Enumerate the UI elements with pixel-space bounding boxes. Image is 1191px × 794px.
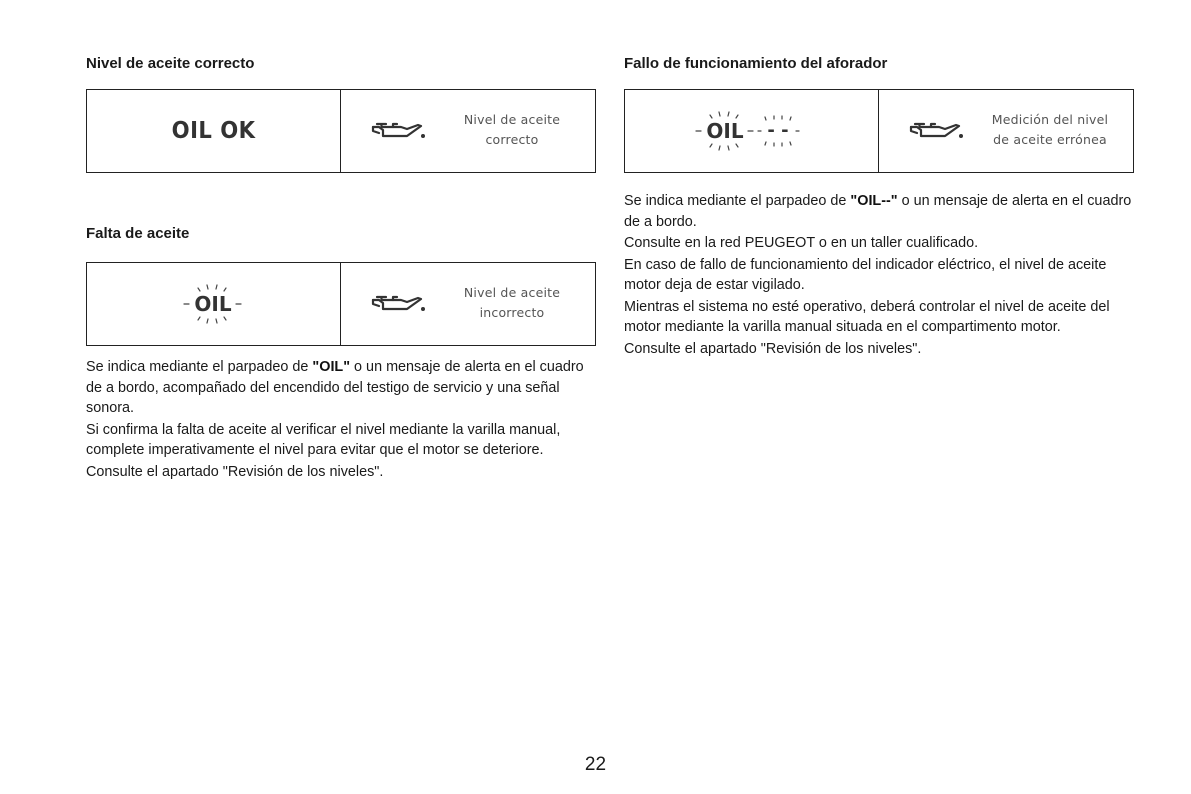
lack-of-oil-description: [86, 357, 598, 483]
text: Se indica mediante el parpadeo de: [86, 359, 313, 375]
text: o un mensaje de alerta en el cuadro de a bordo, acompañado del encendido del testigo de servicio y una señal sonora.: [86, 359, 584, 416]
panel-oil-low: [86, 262, 596, 346]
message-area: [341, 90, 595, 172]
oil-can-icon: [909, 117, 965, 141]
gauge-fault-description: [624, 191, 1136, 360]
display-text: OIL: [705, 119, 744, 143]
paragraph: Consulte en la red PEUGEOT o en un taller cualificado.: [624, 235, 979, 251]
display-oil-ok: [87, 90, 341, 172]
display-oil-blinking: [87, 263, 341, 345]
paragraph: Consulte el apartado "Revisión de los niveles".: [86, 463, 384, 480]
text: Se indica mediante el parpadeo de: [624, 193, 851, 209]
display-dashes: - -: [766, 120, 789, 141]
bold-text: "OIL--": [850, 193, 898, 209]
display-oil-dashes-blinking: [625, 90, 879, 172]
paragraph: Si confirma la falta de aceite al verificar el nivel mediante la varilla manual, complete imperativamente el nivel para evitar que el motor se deteriore.: [86, 421, 561, 458]
paragraph: [624, 191, 1136, 232]
display-text: OIL OK: [171, 118, 256, 144]
heading-gauge-fault: Fallo de funcionamiento del aforador: [624, 55, 888, 72]
message-line-2: correcto: [485, 132, 539, 147]
panel-oil-ok: [86, 89, 596, 173]
heading-oil-level-ok: Nivel de aceite correcto: [86, 55, 255, 72]
message-text: [975, 110, 1125, 150]
message-line-2: incorrecto: [479, 305, 545, 320]
bold-text: "OIL": [312, 359, 351, 375]
message-line-2: de aceite errónea: [993, 132, 1107, 147]
paragraph: En caso de fallo de funcionamiento del indicador eléctrico, el nivel de aceite motor deja de estar vigilado.: [624, 256, 1107, 293]
message-text: [437, 283, 587, 323]
text: o un mensaje de alerta en el cuadro de a bordo.: [624, 193, 1132, 230]
message-line-1: Nivel de aceite: [463, 285, 561, 300]
message-area: [341, 263, 595, 345]
message-area: [879, 90, 1133, 172]
panel-gauge-fault: [624, 89, 1134, 173]
heading-lack-of-oil: Falta de aceite: [86, 225, 190, 242]
blinking-oil-display-icon: [174, 279, 254, 329]
message-text: [437, 110, 587, 150]
message-line-1: Nivel de aceite: [463, 112, 561, 127]
paragraph: Mientras el sistema no esté operativo, deberá controlar el nivel de aceite del motor mediante la varilla manual situada en el compartimento motor.: [624, 298, 1110, 335]
message-line-1: Medición del nivel: [991, 112, 1109, 127]
display-text: OIL: [193, 292, 232, 316]
blinking-oil-dashes-display-icon: [692, 106, 812, 156]
oil-can-icon: [371, 117, 427, 141]
paragraph: Consulte el apartado "Revisión de los niveles".: [624, 340, 922, 357]
paragraph: [86, 357, 598, 419]
oil-can-icon: [371, 290, 427, 314]
page-number: 22: [584, 754, 607, 775]
